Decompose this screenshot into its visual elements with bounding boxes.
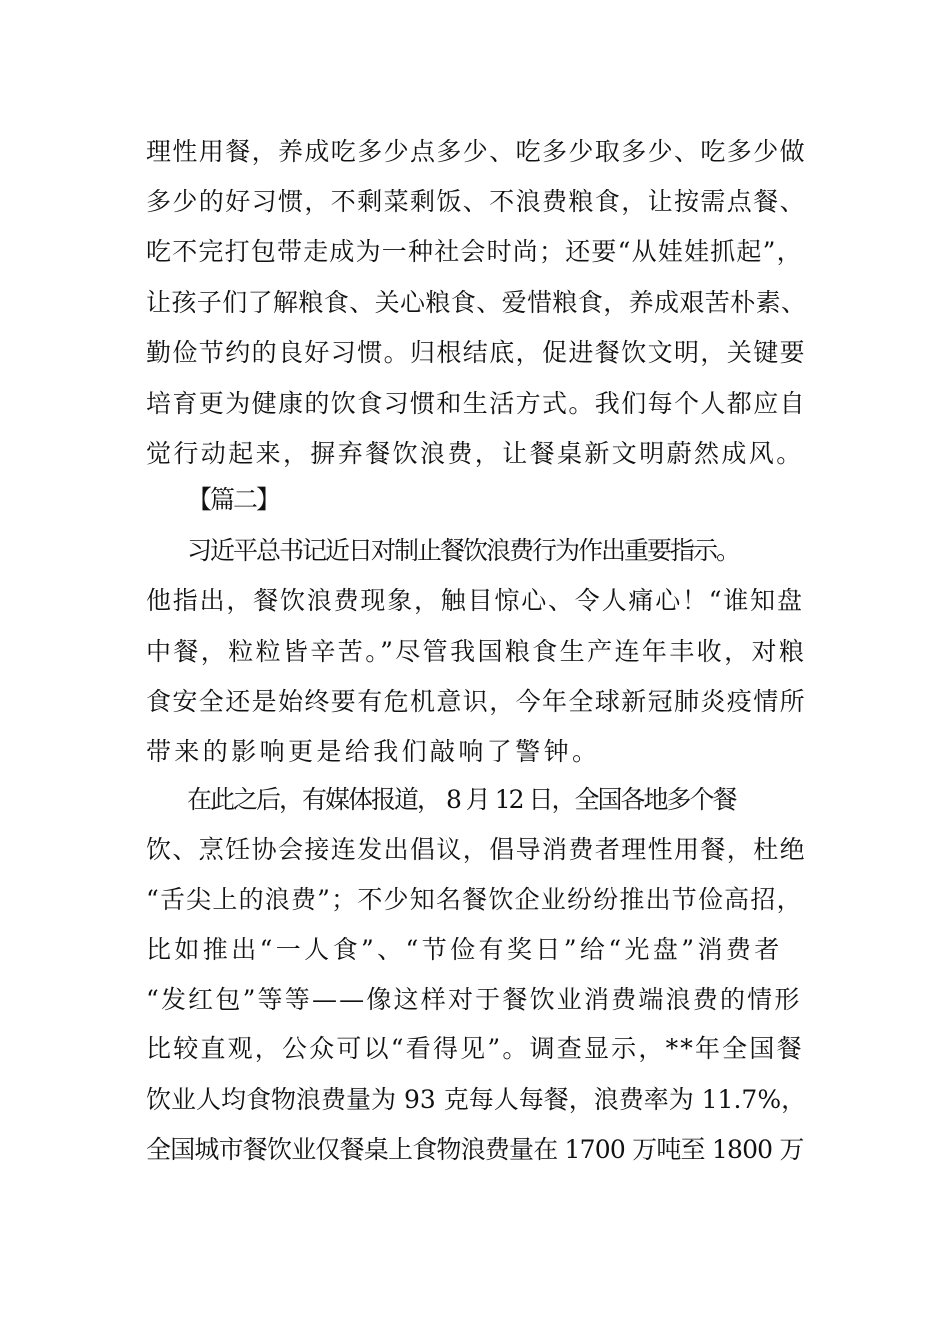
- paragraph-1-line-7: 觉行动起来，摒弃餐饮浪费，让餐桌新文明蔚然成风。: [146, 439, 804, 468]
- paragraph-3-line-6: 比较直观，公众可以“看得见”。调查显示，**年全国餐: [146, 1034, 804, 1063]
- paragraph-3-line-2: 饮、烹饪协会接连发出倡议，倡导消费者理性用餐，杜绝: [146, 835, 807, 864]
- paragraph-3-line-7: 饮业人均食物浪费量为 93 克每人每餐，浪费率为 11.7%，: [146, 1085, 807, 1114]
- paragraph-1-line-3: 吃不完打包带走成为一种社会时尚；还要“从娃娃抓起”，: [146, 237, 803, 266]
- paragraph-2-line-1: 习近平总书记近日对制止餐饮浪费行为作出重要指示。: [187, 536, 740, 565]
- paragraph-3-line-3: “舌尖上的浪费”；不少知名餐饮企业纷纷推出节俭高招，: [146, 885, 803, 914]
- paragraph-3-line-8: 全国城市餐饮业仅餐桌上食物浪费量在 1700 万吨至 1800 万: [146, 1135, 804, 1164]
- section-heading: 【篇二】: [187, 485, 280, 514]
- paragraph-3-line-1: 在此之后，有媒体报道， 8 月 12 日，全国各地多个餐: [187, 785, 736, 814]
- paragraph-1-line-1: 理性用餐，养成吃多少点多少、吃多少取多少、吃多少做: [146, 137, 807, 166]
- paragraph-2-line-5: 带来的影响更是给我们敲响了警钟。: [146, 737, 601, 766]
- paragraph-1-line-6: 培育更为健康的饮食习惯和生活方式。我们每个人都应自: [146, 389, 807, 418]
- paragraph-3-line-5: “发红包”等等——像这样对于餐饮业消费端浪费的情形: [146, 985, 802, 1014]
- paragraph-3-line-4: 比如推出“一人食”、“节俭有奖日”给“光盘”消费者: [146, 935, 783, 964]
- paragraph-1-line-4: 让孩子们了解粮食、关心粮食、爱惜粮食，养成艰苦朴素、: [146, 288, 807, 317]
- paragraph-2-line-3: 中餐，粒粒皆辛苦。”尽管我国粮食生产连年丰收，对粮: [146, 637, 807, 666]
- paragraph-1-line-5: 勤俭节约的良好习惯。归根结底，促进餐饮文明，关键要: [146, 338, 807, 367]
- paragraph-1-line-2: 多少的好习惯，不剩菜剩饭、不浪费粮食，让按需点餐、: [146, 187, 807, 216]
- paragraph-2-line-2: 他指出，餐饮浪费现象，触目惊心、令人痛心！“谁知盘: [146, 586, 804, 615]
- paragraph-2-line-4: 食安全还是始终要有危机意识，今年全球新冠肺炎疫情所: [146, 687, 807, 716]
